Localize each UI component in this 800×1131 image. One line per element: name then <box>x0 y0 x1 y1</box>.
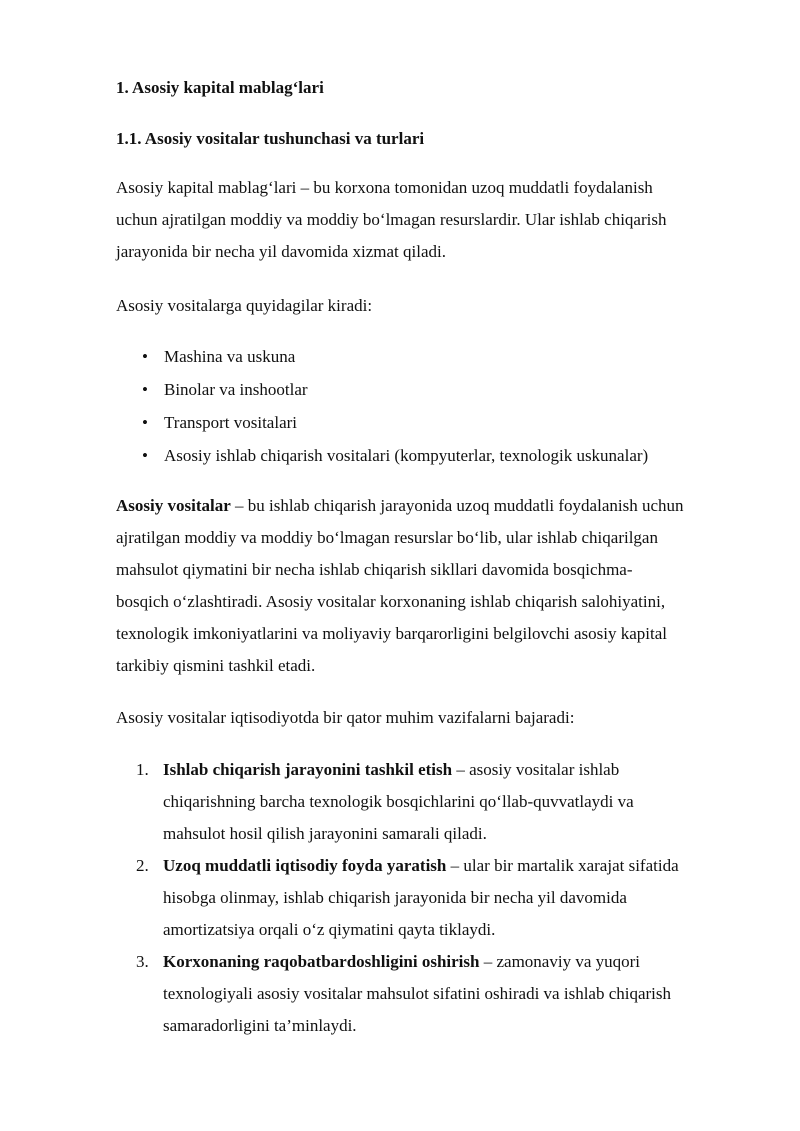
function-number: 1. <box>136 760 149 779</box>
list-item-text: Binolar va inshootlar <box>164 380 308 399</box>
definition-line: – bu ishlab chiqarish jarayonida uzoq muddatli foydalanish uchun <box>230 496 684 515</box>
function-text: samaradorligini ta’minlaydi. <box>163 1016 357 1035</box>
function-text: – ular bir martalik xarajat sifatida <box>446 856 679 875</box>
function-item <box>136 850 756 946</box>
bullet-icon: • <box>142 413 148 432</box>
definition-paragraph <box>116 490 756 682</box>
list-item <box>116 341 756 374</box>
function-title: Ishlab chiqarish jarayonini tashkil etish <box>163 760 453 779</box>
bullet-list <box>116 341 756 473</box>
function-number: 2. <box>136 856 149 875</box>
function-title: Korxonaning raqobatbardoshligini oshirish <box>163 952 480 971</box>
heading-subsection-1-1: 1.1. Asosiy vositalar tushunchasi va turlari <box>116 129 425 148</box>
function-title: Uzoq muddatli iqtisodiy foyda yaratish <box>163 856 447 875</box>
function-text: chiqarishning barcha texnologik bosqichlarini qo‘llab-quvvatlaydi va <box>163 792 634 811</box>
bullet-icon: • <box>142 347 148 366</box>
function-text: texnologiyali asosiy vositalar mahsulot sifatini oshiradi va ishlab chiqarish <box>163 984 672 1003</box>
intro-line: Asosiy kapital mablag‘lari – bu korxona tomonidan uzoq muddatli foydalanish <box>116 178 653 197</box>
definition-line: ajratilgan moddiy va moddiy bo‘lmagan resurslar bo‘lib, ular ishlab chiqarilgan <box>116 528 658 547</box>
functions-list <box>136 754 756 1042</box>
function-text: amortizatsiya orqali o‘z qiymatini qayta tiklaydi. <box>163 920 496 939</box>
heading-section-1: 1. Asosiy kapital mablag‘lari <box>116 78 324 97</box>
function-item <box>136 754 756 850</box>
bullet-icon: • <box>142 380 148 399</box>
definition-line: tarkibiy qismini tashkil etadi. <box>116 656 316 675</box>
intro-line: uchun ajratilgan moddiy va moddiy bo‘lmagan resurslardir. Ular ishlab chiqarish <box>116 210 667 229</box>
function-text: hisobga olinmay, ishlab chiqarish jarayonida bir necha yil davomida <box>163 888 627 907</box>
list-item-text: Transport vositalari <box>164 413 298 432</box>
function-item <box>136 946 756 1042</box>
list-item <box>116 407 756 440</box>
list-item <box>116 374 756 407</box>
list-title: Asosiy vositalarga quyidagilar kiradi: <box>116 296 373 315</box>
definition-term: Asosiy vositalar <box>116 496 231 515</box>
function-text: mahsulot hosil qilish jarayonini samarali qiladi. <box>163 824 487 843</box>
list-item-text: Asosiy ishlab chiqarish vositalari (kompyuterlar, texnologik uskunalar) <box>164 446 649 465</box>
list-item <box>116 440 756 473</box>
function-number: 3. <box>136 952 149 971</box>
function-text: – zamonaviy va yuqori <box>479 952 640 971</box>
definition-line: texnologik imkoniyatlarini va moliyaviy barqarorligini belgilovchi asosiy kapital <box>116 624 667 643</box>
list-item-text: Mashina va uskuna <box>164 347 296 366</box>
bullet-icon: • <box>142 446 148 465</box>
definition-line: bosqich o‘zlashtiradi. Asosiy vositalar korxonaning ishlab chiqarish salohiyatini, <box>116 592 666 611</box>
intro-paragraph <box>116 172 756 268</box>
intro-line: jarayonida bir necha yil davomida xizmat qiladi. <box>116 242 446 261</box>
functions-intro: Asosiy vositalar iqtisodiyotda bir qator muhim vazifalarni bajaradi: <box>116 708 575 727</box>
function-text: – asosiy vositalar ishlab <box>452 760 620 779</box>
definition-line: mahsulot qiymatini bir necha ishlab chiqarish sikllari davomida bosqichma- <box>116 560 633 579</box>
